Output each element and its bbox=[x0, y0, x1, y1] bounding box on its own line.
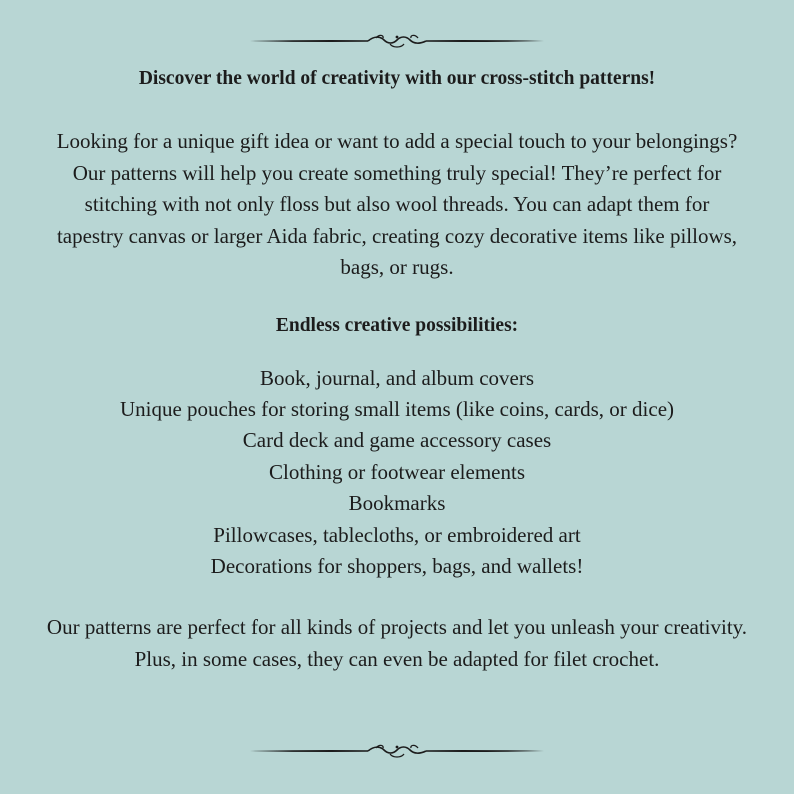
card-content bbox=[40, 60, 754, 675]
list-item: Unique pouches for storing small items (like coins, cards, or dice) bbox=[119, 396, 675, 421]
list-item: Clothing or footwear elements bbox=[268, 459, 526, 484]
list-item: Card deck and game accessory cases bbox=[242, 428, 552, 453]
intro-paragraph: Looking for a unique gift idea or want to add a special touch to your belongings? Our patterns will help you create something truly special! They’re perfect for stitching with not only floss but also wool threads. You can adapt them for tapestry canvas or larger Aida fabric, creating cozy decorative items like pillows, bags, or rugs. bbox=[56, 129, 738, 279]
outro-paragraph: Our patterns are perfect for all kinds of projects and let you unleash your creativity. Plus, in some cases, they can even be adapted for filet crochet. bbox=[46, 615, 748, 671]
top-flourish-divider-icon bbox=[250, 32, 544, 50]
headline: Discover the world of creativity with our cross-stitch patterns! bbox=[138, 68, 656, 89]
list-item: Decorations for shoppers, bags, and wallets! bbox=[210, 553, 584, 578]
list-item: Pillowcases, tablecloths, or embroidered art bbox=[213, 522, 581, 547]
list-item: Bookmarks bbox=[348, 491, 446, 516]
possibilities-list bbox=[40, 363, 754, 583]
list-item: Book, journal, and album covers bbox=[259, 365, 535, 390]
possibilities-heading: Endless creative possibilities: bbox=[275, 314, 519, 336]
bottom-flourish-divider-icon bbox=[250, 742, 544, 760]
